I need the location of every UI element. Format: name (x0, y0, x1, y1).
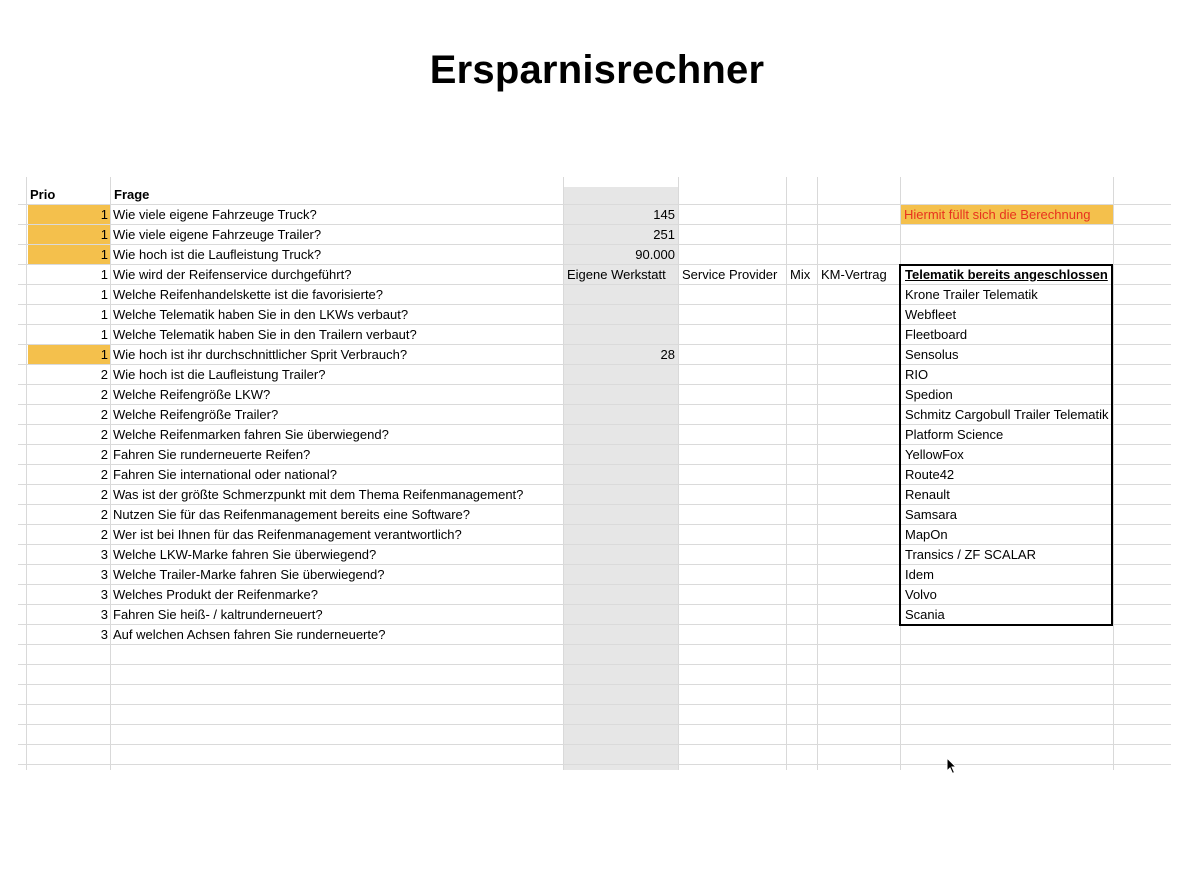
telematik-item[interactable]: MapOn (905, 527, 948, 542)
header-prio: Prio (30, 187, 56, 202)
table-row[interactable] (18, 585, 1171, 605)
question-cell[interactable]: Fahren Sie runderneuerte Reifen? (113, 447, 311, 462)
prio-cell[interactable]: 3 (100, 627, 108, 642)
value-cell[interactable]: 28 (660, 347, 675, 362)
table-row[interactable] (18, 325, 1171, 345)
prio-cell[interactable]: 1 (100, 327, 108, 342)
telematik-item[interactable]: Samsara (905, 507, 958, 522)
question-cell[interactable]: Welche LKW-Marke fahren Sie überwiegend? (113, 547, 377, 562)
question-cell[interactable]: Auf welchen Achsen fahren Sie runderneuerte? (113, 627, 386, 642)
table-row[interactable] (18, 385, 1171, 405)
question-cell[interactable]: Wie viele eigene Fahrzeuge Truck? (113, 207, 317, 222)
telematik-item[interactable]: Krone Trailer Telematik (905, 287, 1038, 302)
table-row[interactable] (18, 705, 1171, 725)
telematik-item[interactable]: Sensolus (905, 347, 959, 362)
telematik-item[interactable]: Scania (905, 607, 945, 622)
telematik-item[interactable]: Renault (905, 487, 950, 502)
prio-cell[interactable]: 2 (100, 447, 108, 462)
table-row[interactable] (18, 205, 1171, 225)
telematik-item[interactable]: RIO (905, 367, 929, 382)
table-row[interactable] (18, 625, 1171, 645)
telematik-item[interactable]: Schmitz Cargobull Trailer Telematik (905, 407, 1109, 422)
prio-cell[interactable]: 2 (100, 387, 108, 402)
prio-cell[interactable]: 3 (100, 567, 108, 582)
prio-cell[interactable]: 3 (100, 587, 108, 602)
table-row[interactable] (18, 285, 1171, 305)
question-cell[interactable]: Welches Produkt der Reifenmarke? (113, 587, 318, 602)
option-service-provider[interactable]: Service Provider (682, 267, 778, 282)
telematik-item[interactable]: Route42 (905, 467, 955, 482)
table-row[interactable] (18, 645, 1171, 665)
header-row[interactable] (18, 185, 1171, 205)
prio-cell[interactable]: 2 (100, 527, 108, 542)
table-row[interactable] (18, 545, 1171, 565)
prio-cell[interactable]: 2 (100, 467, 108, 482)
page-title: Ersparnisrechner (429, 48, 765, 92)
table-row[interactable] (18, 445, 1171, 465)
prio-cell[interactable]: 3 (100, 607, 108, 622)
question-cell[interactable]: Wie hoch ist die Laufleistung Truck? (113, 247, 322, 262)
prio-cell[interactable]: 1 (28, 225, 110, 244)
prio-cell[interactable]: 2 (100, 367, 108, 382)
table-row[interactable] (18, 405, 1171, 425)
question-cell[interactable]: Welche Telematik haben Sie in den Trailern verbaut? (113, 327, 417, 342)
telematik-header: Telematik bereits angeschlossen (905, 267, 1108, 282)
prio-cell[interactable]: 1 (100, 287, 108, 302)
table-row[interactable] (18, 305, 1171, 325)
question-cell[interactable]: Wie wird der Reifenservice durchgeführt? (113, 267, 352, 282)
question-cell[interactable]: Welche Reifengröße Trailer? (113, 407, 279, 422)
prio-cell[interactable]: 1 (28, 245, 110, 264)
option-mix[interactable]: Mix (790, 267, 811, 282)
telematik-item[interactable]: Volvo (905, 587, 937, 602)
question-cell[interactable]: Wer ist bei Ihnen für das Reifenmanagement verantwortlich? (113, 527, 462, 542)
prio-cell[interactable]: 2 (100, 427, 108, 442)
table-row[interactable] (18, 745, 1171, 765)
table-row[interactable] (18, 465, 1171, 485)
question-cell[interactable]: Wie hoch ist ihr durchschnittlicher Sprit Verbrauch? (113, 347, 408, 362)
prio-cell[interactable]: 1 (28, 205, 110, 224)
telematik-item[interactable]: Transics / ZF SCALAR (905, 547, 1036, 562)
table-row[interactable] (18, 685, 1171, 705)
value-cell[interactable]: 145 (653, 207, 675, 222)
prio-cell[interactable]: 1 (100, 267, 108, 282)
table-row[interactable] (18, 365, 1171, 385)
header-frage: Frage (114, 187, 150, 202)
question-cell[interactable]: Wie viele eigene Fahrzeuge Trailer? (113, 227, 322, 242)
question-cell[interactable]: Welche Reifenhandelskette ist die favorisierte? (113, 287, 384, 302)
question-cell[interactable]: Welche Reifengröße LKW? (113, 387, 271, 402)
option-km-vertrag[interactable]: KM-Vertrag (821, 267, 887, 282)
hint-label: Hiermit füllt sich die Berechnung (901, 205, 1113, 224)
prio-cell[interactable]: 1 (100, 307, 108, 322)
telematik-item[interactable]: Idem (905, 567, 934, 582)
table-row[interactable] (18, 565, 1171, 585)
question-cell[interactable]: Wie hoch ist die Laufleistung Trailer? (113, 367, 326, 382)
table-row[interactable] (18, 225, 1171, 245)
spreadsheet[interactable] (0, 177, 1194, 777)
table-row[interactable] (18, 485, 1171, 505)
telematik-item[interactable]: YellowFox (905, 447, 964, 462)
prio-cell[interactable]: 2 (100, 507, 108, 522)
mouse-cursor-icon (946, 757, 958, 775)
table-row[interactable] (18, 665, 1171, 685)
question-cell[interactable]: Nutzen Sie für das Reifenmanagement bereits eine Software? (113, 507, 470, 522)
question-cell[interactable]: Fahren Sie international oder national? (113, 467, 338, 482)
option-eigene-werkstatt[interactable]: Eigene Werkstatt (567, 267, 666, 282)
value-cell[interactable]: 251 (653, 227, 675, 242)
table-row[interactable] (18, 605, 1171, 625)
table-row[interactable] (18, 245, 1171, 265)
question-cell[interactable]: Welche Telematik haben Sie in den LKWs verbaut? (113, 307, 409, 322)
question-cell[interactable]: Fahren Sie heiß- / kaltrunderneuert? (113, 607, 323, 622)
table-row[interactable] (18, 425, 1171, 445)
telematik-item[interactable]: Spedion (905, 387, 953, 402)
prio-cell[interactable]: 2 (100, 487, 108, 502)
value-cell[interactable]: 90.000 (635, 247, 675, 262)
table-row[interactable] (18, 345, 1171, 365)
question-cell[interactable]: Welche Trailer-Marke fahren Sie überwiegend? (113, 567, 385, 582)
telematik-item[interactable]: Platform Science (905, 427, 1004, 442)
prio-cell[interactable]: 1 (28, 345, 110, 364)
table-row[interactable] (18, 725, 1171, 745)
table-row[interactable] (18, 525, 1171, 545)
telematik-item[interactable]: Webfleet (905, 307, 957, 322)
table-row[interactable] (18, 265, 1171, 285)
question-cell[interactable]: Was ist der größte Schmerzpunkt mit dem Thema Reifenmanagement? (113, 487, 524, 502)
table-row[interactable] (18, 505, 1171, 525)
question-cell[interactable]: Welche Reifenmarken fahren Sie überwiegend? (113, 427, 389, 442)
prio-cell[interactable]: 3 (100, 547, 108, 562)
prio-cell[interactable]: 2 (100, 407, 108, 422)
telematik-item[interactable]: Fleetboard (905, 327, 968, 342)
